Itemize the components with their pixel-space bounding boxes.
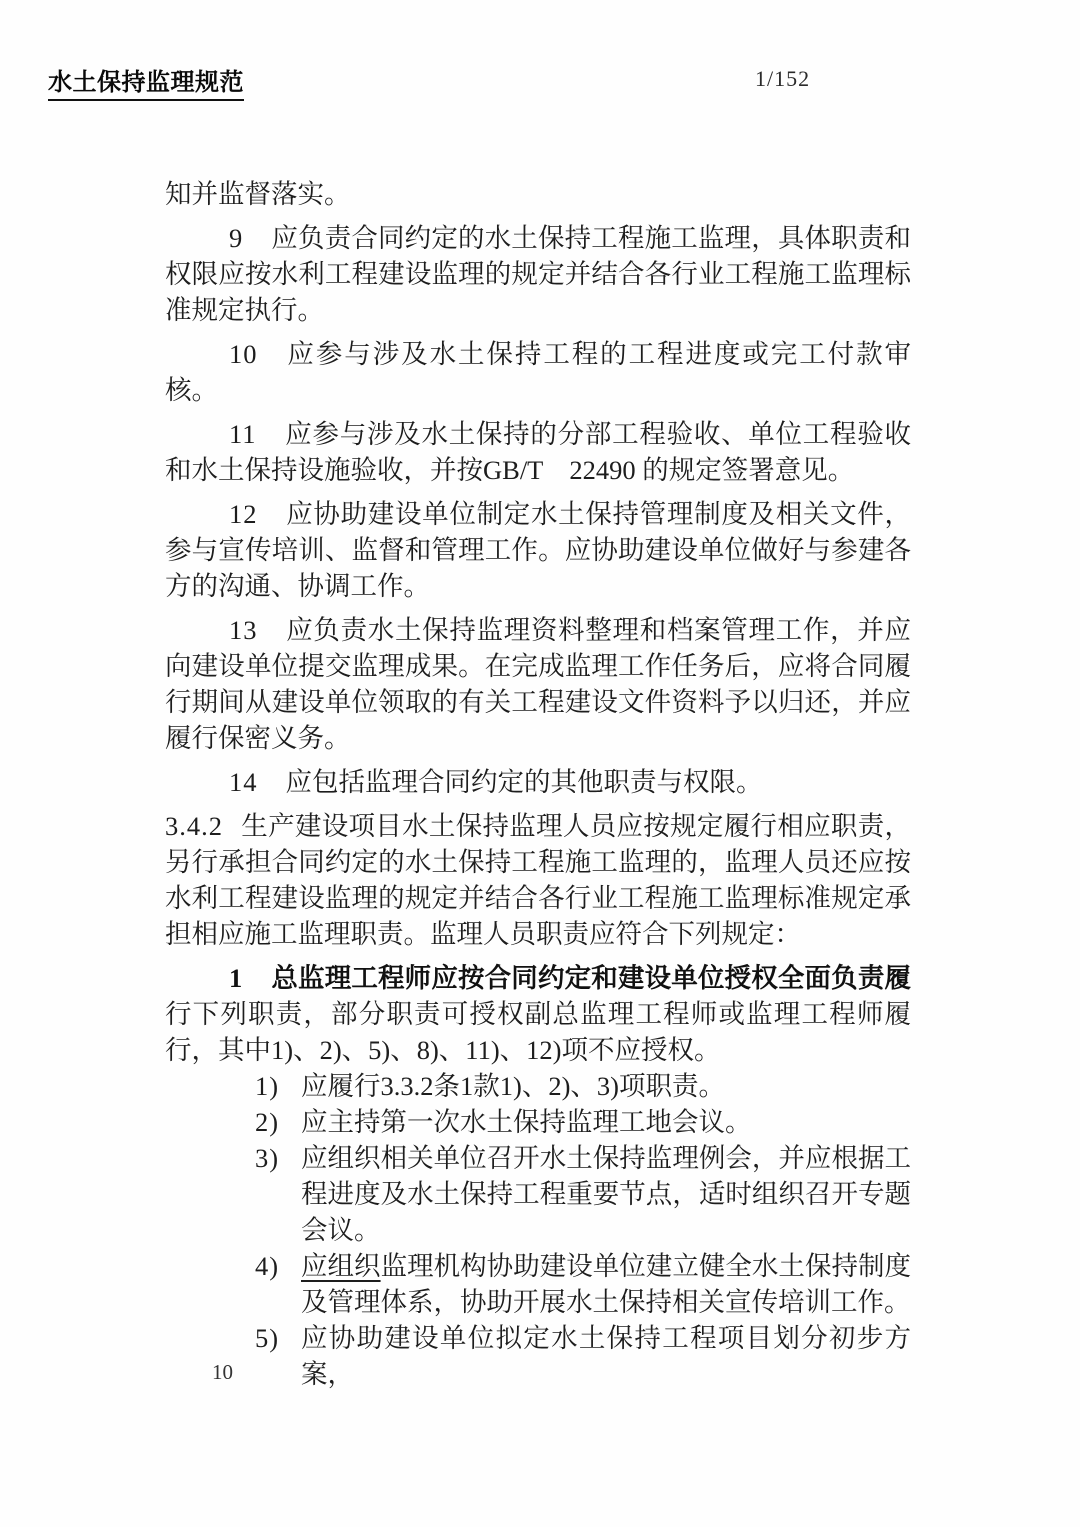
item-text: 应参与涉及水土保持工程的工程进度或完工付款审核。: [165, 339, 911, 405]
item-number: 3): [255, 1143, 280, 1173]
sub-list-item: [165, 1068, 911, 1104]
item-number: 12: [229, 499, 258, 529]
item-text: 应包括监理合同约定的其他职责与权限。: [285, 767, 763, 797]
item-text: [301, 1104, 911, 1140]
bold-lead-text: 总监理工程师应按合同约定和建设单位授权全面负责履: [271, 963, 911, 993]
document-body: [165, 176, 911, 1392]
sub-list-item: [165, 1140, 911, 1248]
document-title: 水土保持监理规范: [48, 62, 244, 101]
page-number: 10: [212, 1360, 233, 1384]
numbered-item: [165, 496, 911, 604]
item-number: 2): [255, 1107, 280, 1137]
item-text: [301, 1140, 911, 1248]
numbered-item: [165, 220, 911, 328]
paragraph: [165, 176, 911, 212]
numbered-item: [165, 336, 911, 408]
item-number: 10: [229, 339, 258, 369]
numbered-item: [165, 416, 911, 488]
item-text-run: 监理机构协助建设单位建立健全水土保持制度及管理体系，协助开展水土保持相关宣传培训工作。: [301, 1251, 912, 1317]
sub-list-item: [165, 1104, 911, 1140]
item-text: 应负责合同约定的水土保持工程施工监理，具体职责和权限应按水利工程建设监理的规定并结合各行业工程施工监理标准规定执行。: [165, 223, 911, 325]
item-text: 应参与涉及水土保持的分部工程验收、单位工程验收和水土保持设施验收，并按GB/T 22490 的规定签署意见。: [165, 419, 911, 485]
sub-list-item: [165, 1248, 911, 1320]
item-number: 13: [229, 615, 258, 645]
item-text: 行下列职责，部分职责可授权副总监理工程师或监理工程师履行，其中1)、2)、5)、8)、11)、12)项不应授权。: [165, 999, 911, 1065]
numbered-item: [165, 612, 911, 756]
item-text: 知并监督落实。: [165, 179, 351, 209]
sub-list-item: [165, 1320, 911, 1392]
numbered-item: [165, 960, 911, 1068]
item-text: [301, 1068, 911, 1104]
item-number: 1): [255, 1071, 280, 1101]
page-indicator: 1/152: [755, 66, 811, 91]
item-text-run: 应履行3.3.2条1款1)、2)、3)项职责。: [301, 1071, 725, 1101]
item-number: 9: [229, 223, 244, 253]
item-text: [301, 1320, 911, 1392]
numbered-item: [165, 764, 911, 800]
item-text-run: 应协助建设单位拟定水土保持工程项目划分初步方案，: [301, 1323, 911, 1389]
item-text: 应负责水土保持监理资料整理和档案管理工作，并应向建设单位提交监理成果。在完成监理工作任务后，应将合同履行期间从建设单位领取的有关工程建设文件资料予以归还，并应履行保密义务。: [165, 615, 911, 753]
item-number: 3.4.2: [165, 811, 223, 841]
item-text: [301, 1248, 911, 1320]
underlined-text: 应组织: [301, 1251, 381, 1281]
item-text-run: 应组织相关单位召开水土保持监理例会，并应根据工程进度及水土保持工程重要节点，适时组织召开专题会议。: [301, 1143, 911, 1245]
item-text-run: 应主持第一次水土保持监理工地会议。: [301, 1107, 752, 1137]
section-paragraph: [165, 808, 911, 952]
item-number: 1: [229, 963, 244, 993]
item-text: 应协助建设单位制定水土保持管理制度及相关文件，参与宣传培训、监督和管理工作。应协助建设单位做好与参建各方的沟通、协调工作。: [165, 499, 911, 601]
item-text: 生产建设项目水土保持监理人员应按规定履行相应职责，另行承担合同约定的水土保持工程施工监理的，监理人员还应按水利工程建设监理的规定并结合各行业工程施工监理标准规定承担相应施工监理职责。监理人员职责应符合下列规定：: [165, 811, 911, 949]
page-header: [48, 62, 1040, 96]
item-number: 14: [229, 767, 258, 797]
item-number: 11: [229, 419, 257, 449]
item-number: 5): [255, 1323, 280, 1353]
item-number: 4): [255, 1251, 280, 1281]
